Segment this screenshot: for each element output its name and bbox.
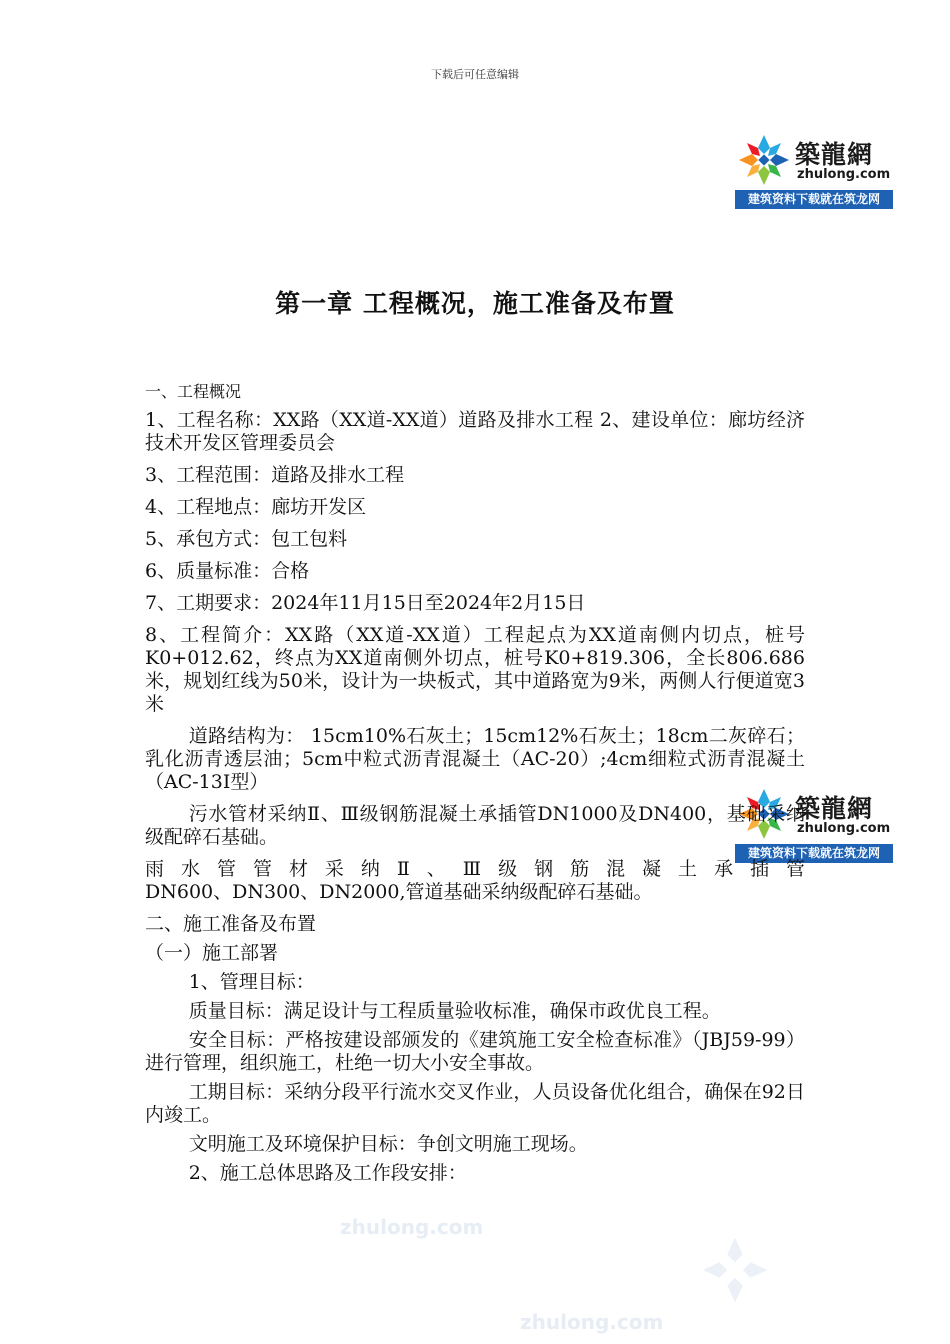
page-title: 第一章 工程概况，施工准备及布置 bbox=[275, 289, 675, 318]
subsection-heading: （一）施工部署 bbox=[145, 942, 279, 964]
section-heading: 二、施工准备及布置 bbox=[145, 913, 317, 935]
paragraph: 4、工程地点：廊坊开发区 bbox=[145, 496, 367, 518]
logo-name-cn: 築龍網 bbox=[795, 794, 874, 823]
watermark-snowflake-icon bbox=[700, 1235, 770, 1305]
paragraph: 安全目标：严格按建设部颁发的《建筑施工安全检查标准》（JBJ59-99）进行管理，组织施工，杜绝一切大小安全事故。 bbox=[145, 1029, 805, 1074]
paragraph: 3、工程范围：道路及排水工程 bbox=[145, 464, 405, 486]
paragraph: 文明施工及环境保护目标：争创文明施工现场。 bbox=[188, 1133, 588, 1155]
paragraph: 5、承包方式：包工包料 bbox=[145, 528, 348, 550]
paragraph: 7、工期要求：2024年11月15日至2024年2月15日 bbox=[145, 592, 586, 614]
paragraph: DN600、DN300、DN2000,管道基础采纳级配碎石基础。 bbox=[145, 881, 653, 903]
logo-slogan: 建筑资料下载就在筑龙网 bbox=[735, 844, 893, 863]
zhulong-logo bbox=[735, 131, 893, 209]
logo-name-cn: 築龍網 bbox=[795, 140, 874, 169]
paragraph: 工期目标：采纳分段平行流水交叉作业，人员设备优化组合，确保在92日内竣工。 bbox=[145, 1081, 805, 1126]
paragraph: 污水管材采纳Ⅱ、Ⅲ级钢筋混凝土承插管DN1000及DN400，基础采纳级配碎石基础。 bbox=[145, 803, 805, 848]
logo-name-en: zhulong.com bbox=[797, 821, 891, 836]
paragraph: 1、管理目标： bbox=[188, 971, 315, 993]
logo-name-en: zhulong.com bbox=[797, 167, 891, 182]
paragraph: 8、工程简介：XX路（XX道-XX道）工程起点为XX道南侧内切点，桩号K0+012.62，终点为XX道南侧外切点，桩号K0+819.306，全长806.686米，规划红线为50米，设计为一块板式，其中道路宽为9米，两侧人行便道宽3米 bbox=[145, 624, 805, 715]
watermark-text: zhulong.com bbox=[340, 1215, 484, 1239]
paragraph: 2、施工总体思路及工作段安排： bbox=[188, 1162, 467, 1184]
section-heading: 一、工程概况 bbox=[145, 382, 242, 401]
paragraph: 雨 水 管 管 材 采 纳 Ⅱ 、 Ⅲ 级 钢 筋 混 凝 土 承 插 管 bbox=[145, 858, 805, 880]
paragraph: 质量目标：满足设计与工程质量验收标准，确保市政优良工程。 bbox=[188, 1000, 721, 1022]
paragraph: 1、工程名称：XX路（XX道-XX道）道路及排水工程 2、建设单位：廊坊经济技术开发区管理委员会 bbox=[145, 409, 805, 454]
paragraph: 6、质量标准：合格 bbox=[145, 560, 310, 582]
snowflake-logo-icon bbox=[737, 133, 791, 187]
header-note: 下载后可任意编辑 bbox=[431, 68, 519, 81]
document-body bbox=[145, 380, 805, 1191]
paragraph: 道路结构为： 15cm10%石灰土；15cm12%石灰土；18cm二灰碎石；乳化沥青透层油；5cm中粒式沥青混凝土（AC-20）;4cm细粒式沥青混凝土（AC-13Ⅰ型） bbox=[145, 725, 805, 793]
watermark-text: zhulong.com bbox=[520, 1310, 664, 1334]
logo-slogan: 建筑资料下载就在筑龙网 bbox=[735, 190, 893, 209]
